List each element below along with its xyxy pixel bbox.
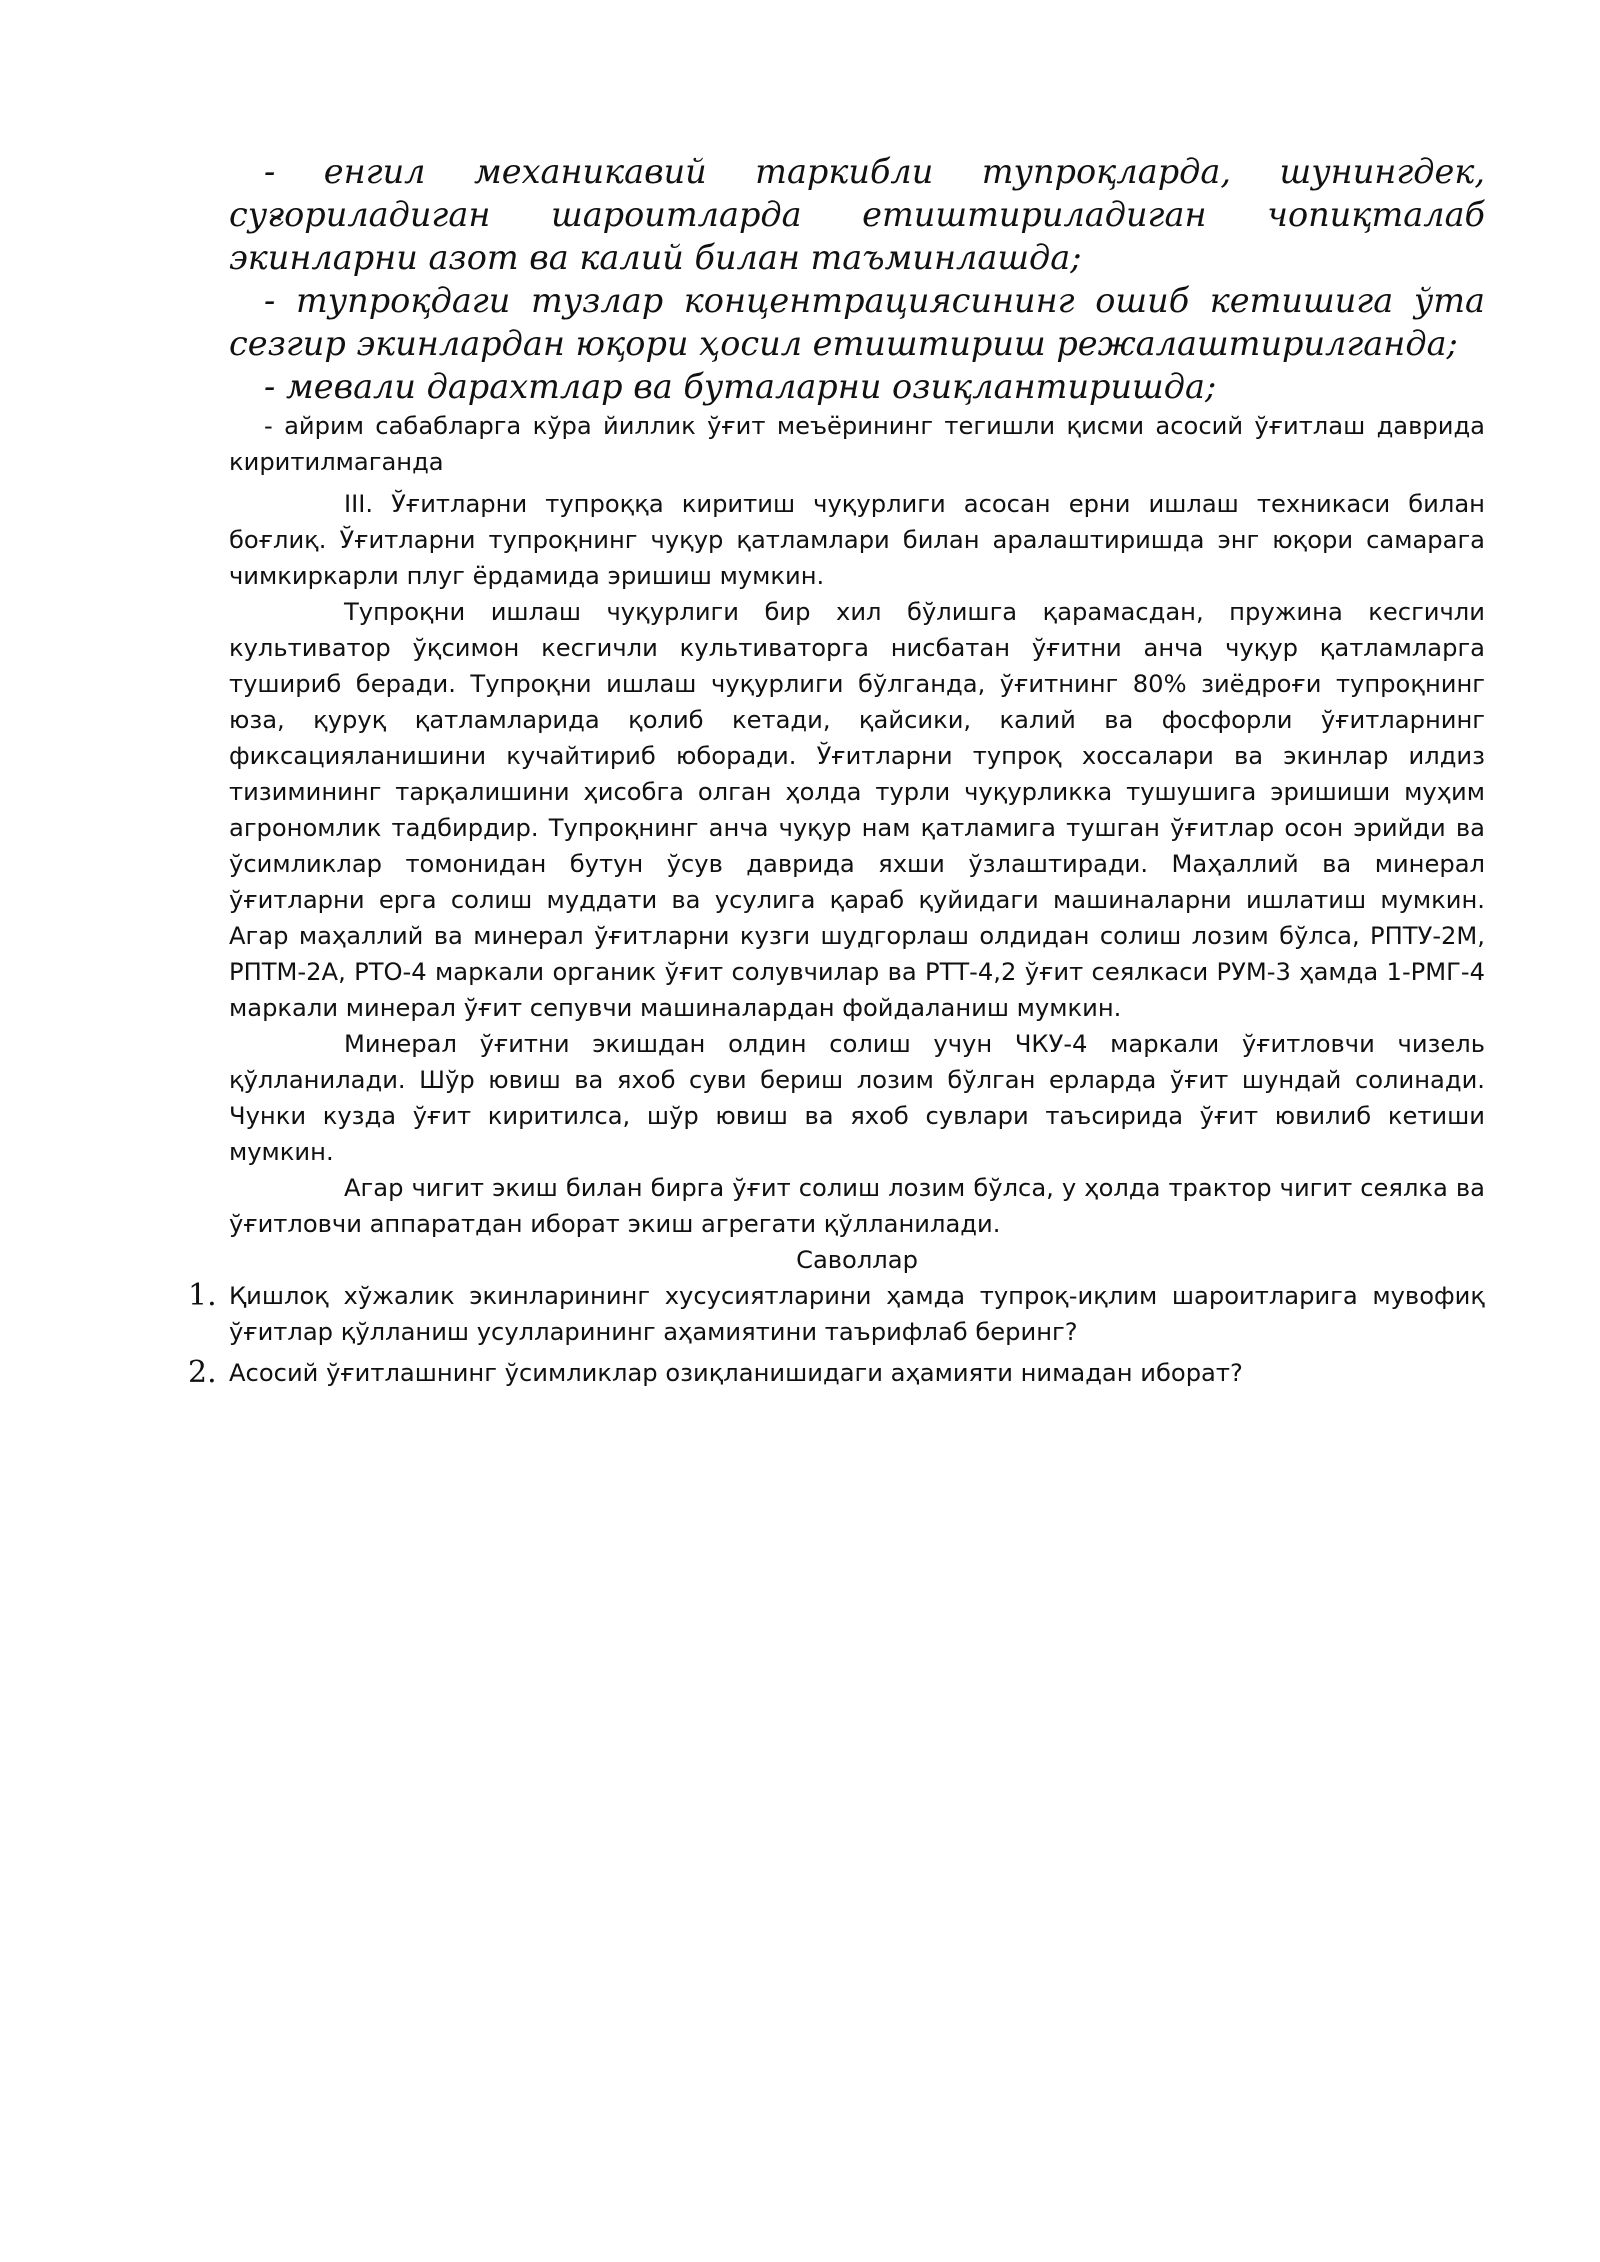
dash-list-item: - айрим сабабларга кўра йиллик ўғит меъёрининг тегишли қисми асосий ўғитлаш даврида киритилмаганда — [229, 412, 1485, 476]
body-paragraph: III. Ўғитларни тупроққа киритиш чуқурлиги асосан ерни ишлаш техникаси билан боғлиқ. Ўғитларни тупроқнинг чуқур қатламлари билан аралаштиришда энг юқори самарага чимкиркарли плуг ёрдамида эришиш мумкин. — [229, 490, 1485, 590]
question-item — [188, 1355, 1485, 1391]
question-text: Асосий ўғитлашнинг ўсимликлар озиқланишидаги аҳамияти нимадан иборат? — [229, 1359, 1243, 1387]
body-paragraph: Тупроқни ишлаш чуқурлиги бир хил бўлишга қарамасдан, пружина кесгичли культиватор ўқсимон кесгичли культиваторга нисбатан ўғитни анча чуқур қатламларга тушириб беради. Тупроқни ишлаш чуқурлиги бўлганда, ўғитнинг 80% зиёдроғи тупроқнинг юза, қуруқ қатламларида қолиб кетади, қайсики, калий ва фосфорли ўғитларнинг фиксацияланишини кучайтириб юборади. Ўғитларни тупроқ хоссалари ва экинлар илдиз тизимининг тарқалишини ҳисобга олган ҳолда турли чуқурликка тушушига эришиши муҳим агрономлик тадбирдир. Тупроқнинг анча чуқур нам қатламига тушган ўғитлар осон эрийди ва ўсимликлар томонидан бутун ўсув даврида яхши ўзлаштиради. Маҳаллий ва минерал ўғитларни ерга солиш муддати ва усулига қараб қуйидаги машиналарни ишлатиш мумкин. Агар маҳаллий ва минерал ўғитларни кузги шудгорлаш олдидан солиш лозим бўлса, РПТУ-2М, РПТМ-2А, РТО-4 маркали органик ўғит солувчилар ва РТТ-4,2 ўғит сеялкаси РУМ-3 ҳамда 1-РМГ-4 маркали минерал ўғит сепувчи машиналардан фойдаланиш мумкин. — [229, 598, 1485, 1022]
body-paragraph: Агар чигит экиш билан бирга ўғит солиш лозим бўлса, у ҳолда трактор чигит сеялка ва ўғитловчи аппаратдан иборат экиш агрегати қўлланилади. — [229, 1174, 1485, 1238]
question-item — [188, 1278, 1485, 1350]
italic-list-item: - енгил механикавий таркибли тупроқларда, шунингдек, суғориладиган шароитларда етиштириладиган чопиқталаб экинларни азот ва калий билан таъминлашда; — [229, 152, 1485, 277]
italic-list-item: - мевали дарахтлар ва буталарни озиқлантиришда; — [264, 367, 1217, 406]
question-number: 2. — [188, 1355, 217, 1390]
body-paragraph: Минерал ўғитни экишдан олдин солиш учун ЧКУ-4 маркали ўғитловчи чизель қўлланилади. Шўр ювиш ва яхоб суви бериш лозим бўлган ерларда ўғит шундай солинади. Чунки кузда ўғит киритилса, шўр ювиш ва яхоб сувлари таъсирида ўғит ювилиб кетиши мумкин. — [229, 1030, 1485, 1166]
document-page — [188, 150, 1485, 1396]
questions-heading: Саволлар — [796, 1246, 918, 1274]
question-number: 1. — [188, 1278, 217, 1313]
question-text: Қишлоқ хўжалик экинларининг хусусиятларини ҳамда тупроқ-иқлим шароитларига мувофиқ ўғитлар қўлланиш усулларининг аҳамиятини таърифлаб беринг? — [229, 1282, 1485, 1346]
questions-list — [188, 1278, 1485, 1391]
italic-list-item: - тупроқдаги тузлар концентрациясининг ошиб кетишига ўта сезгир экинлардан юқори ҳосил етиштириш режалаштирилганда; — [229, 281, 1485, 363]
